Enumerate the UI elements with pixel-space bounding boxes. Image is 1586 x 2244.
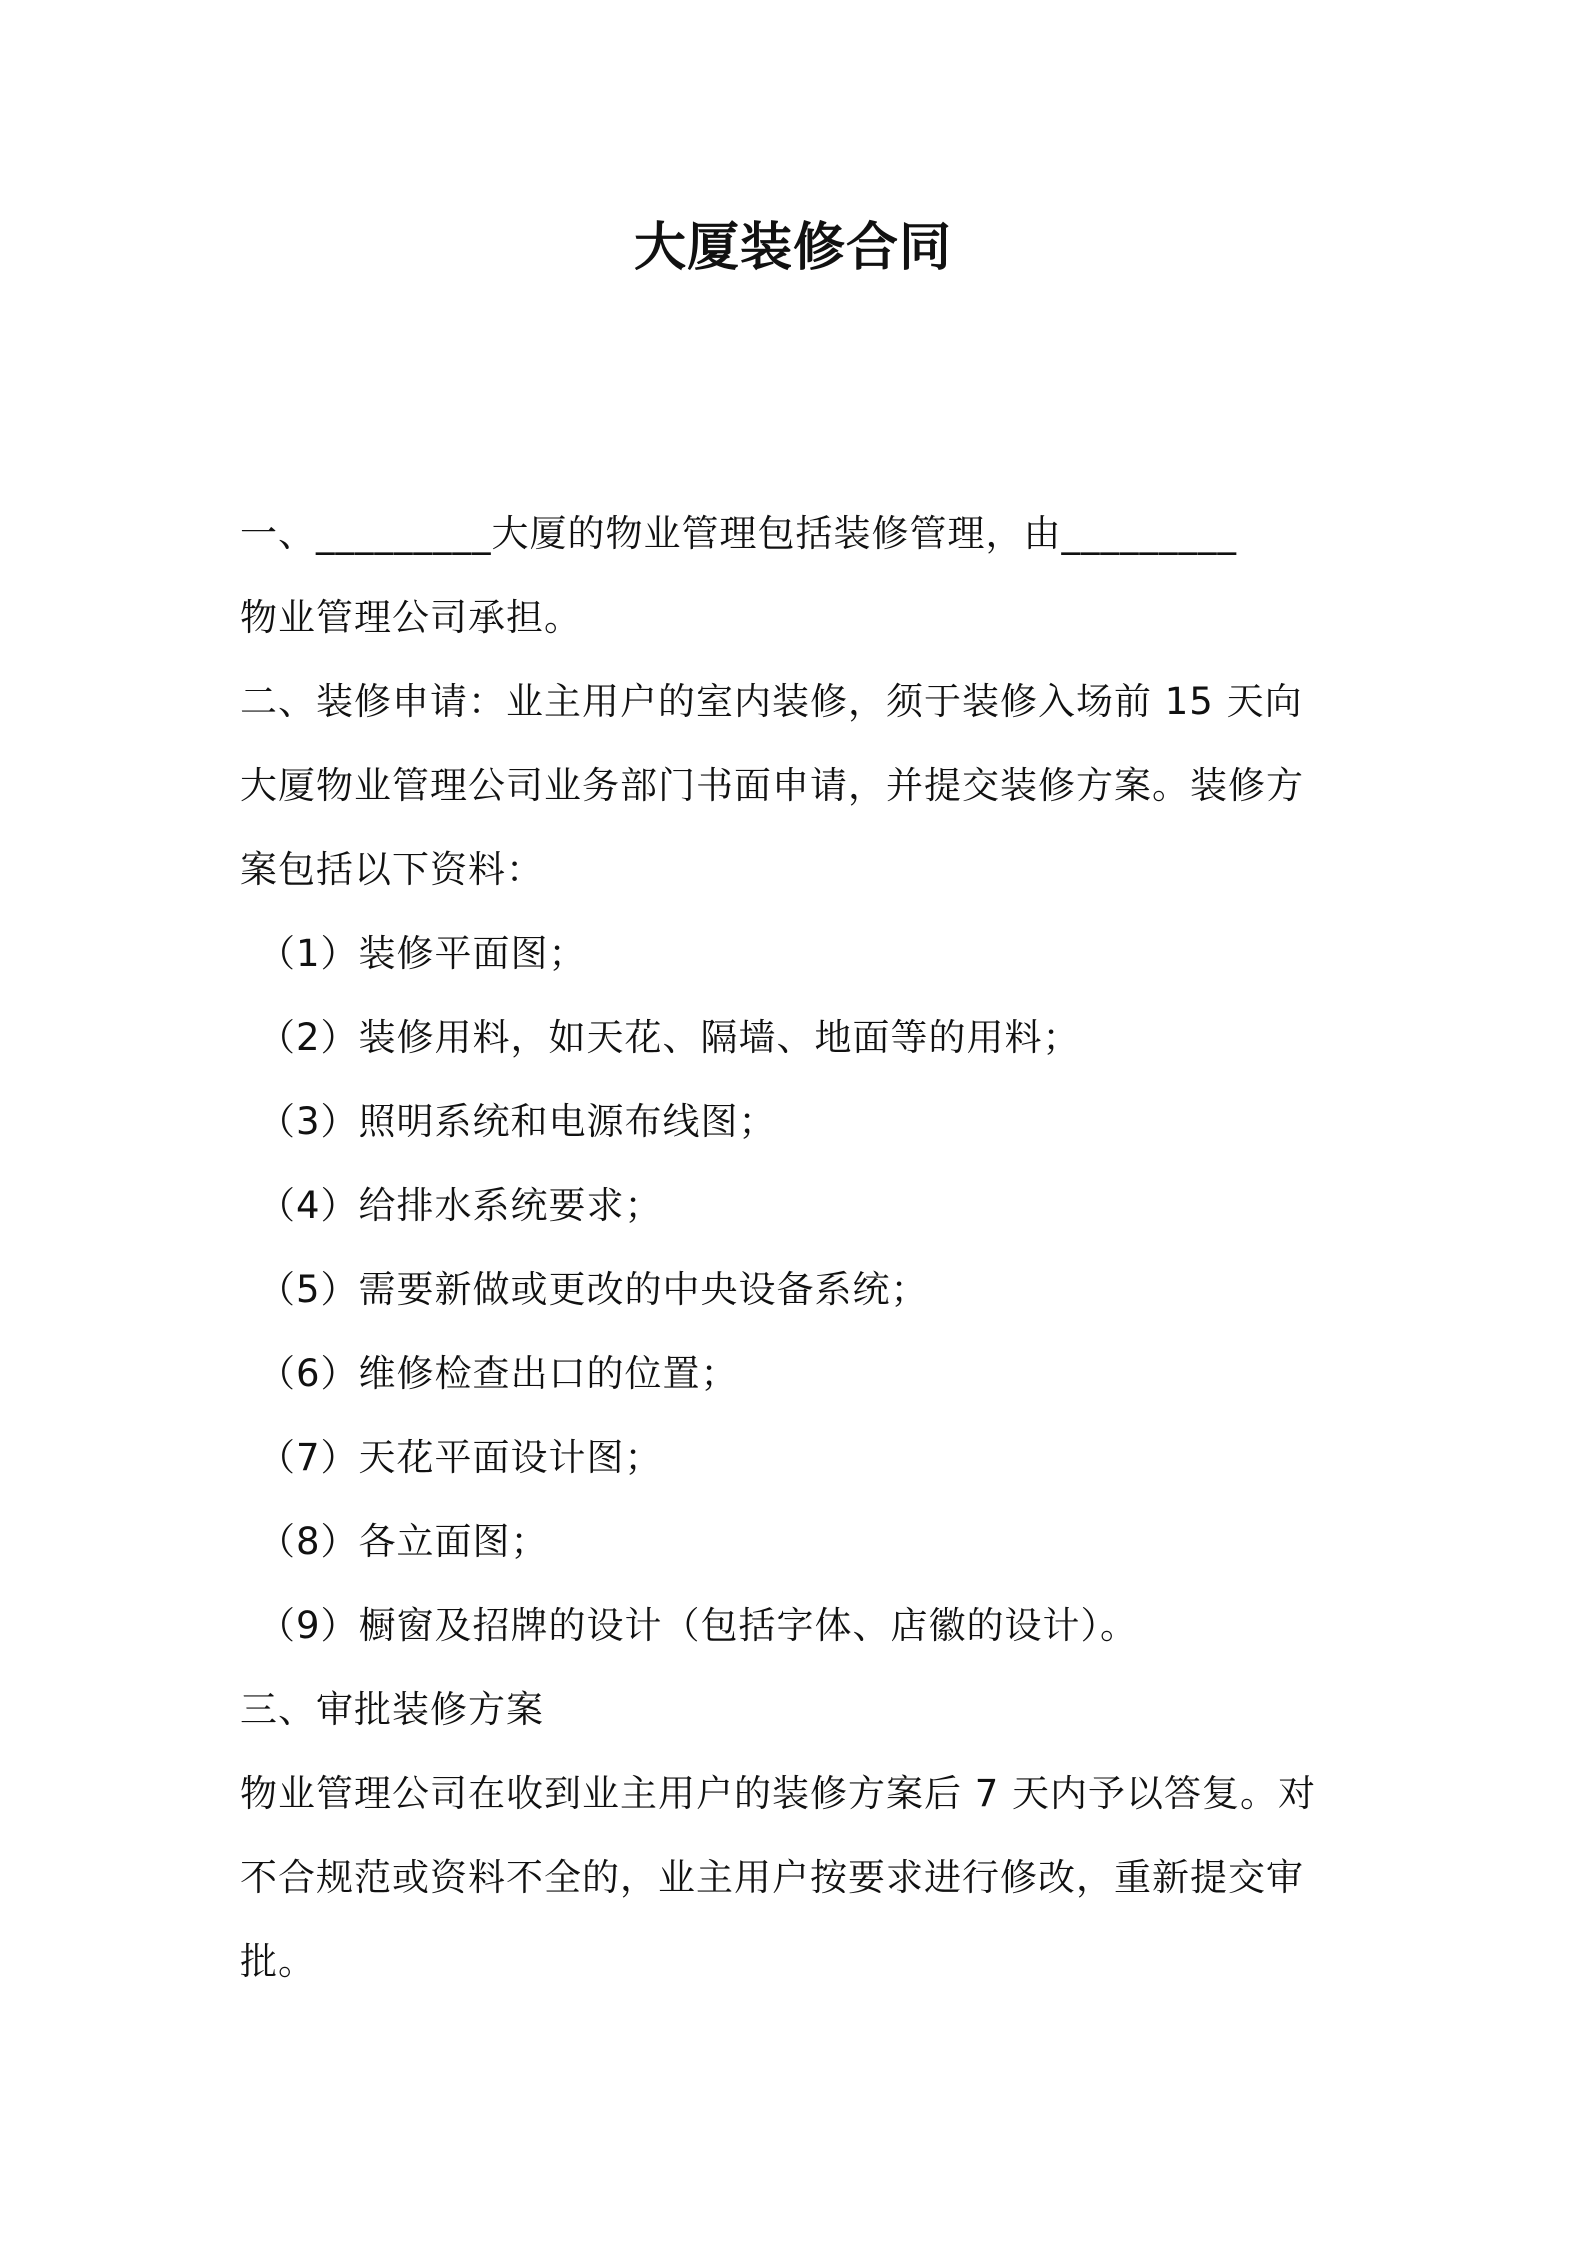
document-title: 大厦装修合同 <box>633 218 952 278</box>
list-item-9: （9）橱窗及招牌的设计（包括字体、店徽的设计）。 <box>258 1604 1139 1647</box>
list-item-7: （7）天花平面设计图； <box>258 1436 663 1479</box>
clause-1-line-1: 一、_________大厦的物业管理包括装修管理，由_________ <box>240 512 1237 555</box>
clause-3-line-3: 批。 <box>240 1940 316 1983</box>
clause-2-line-1: 二、装修申请：业主用户的室内装修，须于装修入场前 15 天向 <box>240 680 1303 723</box>
list-item-3: （3）照明系统和电源布线图； <box>258 1100 777 1143</box>
clause-3-line-2: 不合规范或资料不全的，业主用户按要求进行修改，重新提交审 <box>240 1856 1304 1899</box>
clause-3-line-1: 物业管理公司在收到业主用户的装修方案后 7 天内予以答复。对 <box>240 1772 1317 1815</box>
clause-1-line-2: 物业管理公司承担。 <box>240 596 582 639</box>
clause-3-heading: 三、审批装修方案 <box>240 1688 544 1731</box>
list-item-4: （4）给排水系统要求； <box>258 1184 663 1227</box>
list-item-6: （6）维修检查出口的位置； <box>258 1352 739 1395</box>
list-item-8: （8）各立面图； <box>258 1520 549 1563</box>
clause-2-line-3: 案包括以下资料： <box>240 848 544 891</box>
clause-2-line-2: 大厦物业管理公司业务部门书面申请，并提交装修方案。装修方 <box>240 764 1304 807</box>
list-item-1: （1）装修平面图； <box>258 932 587 975</box>
list-item-2: （2）装修用料，如天花、隔墙、地面等的用料； <box>258 1016 1081 1059</box>
document-body <box>240 492 1350 2004</box>
list-item-5: （5）需要新做或更改的中央设备系统； <box>258 1268 929 1311</box>
